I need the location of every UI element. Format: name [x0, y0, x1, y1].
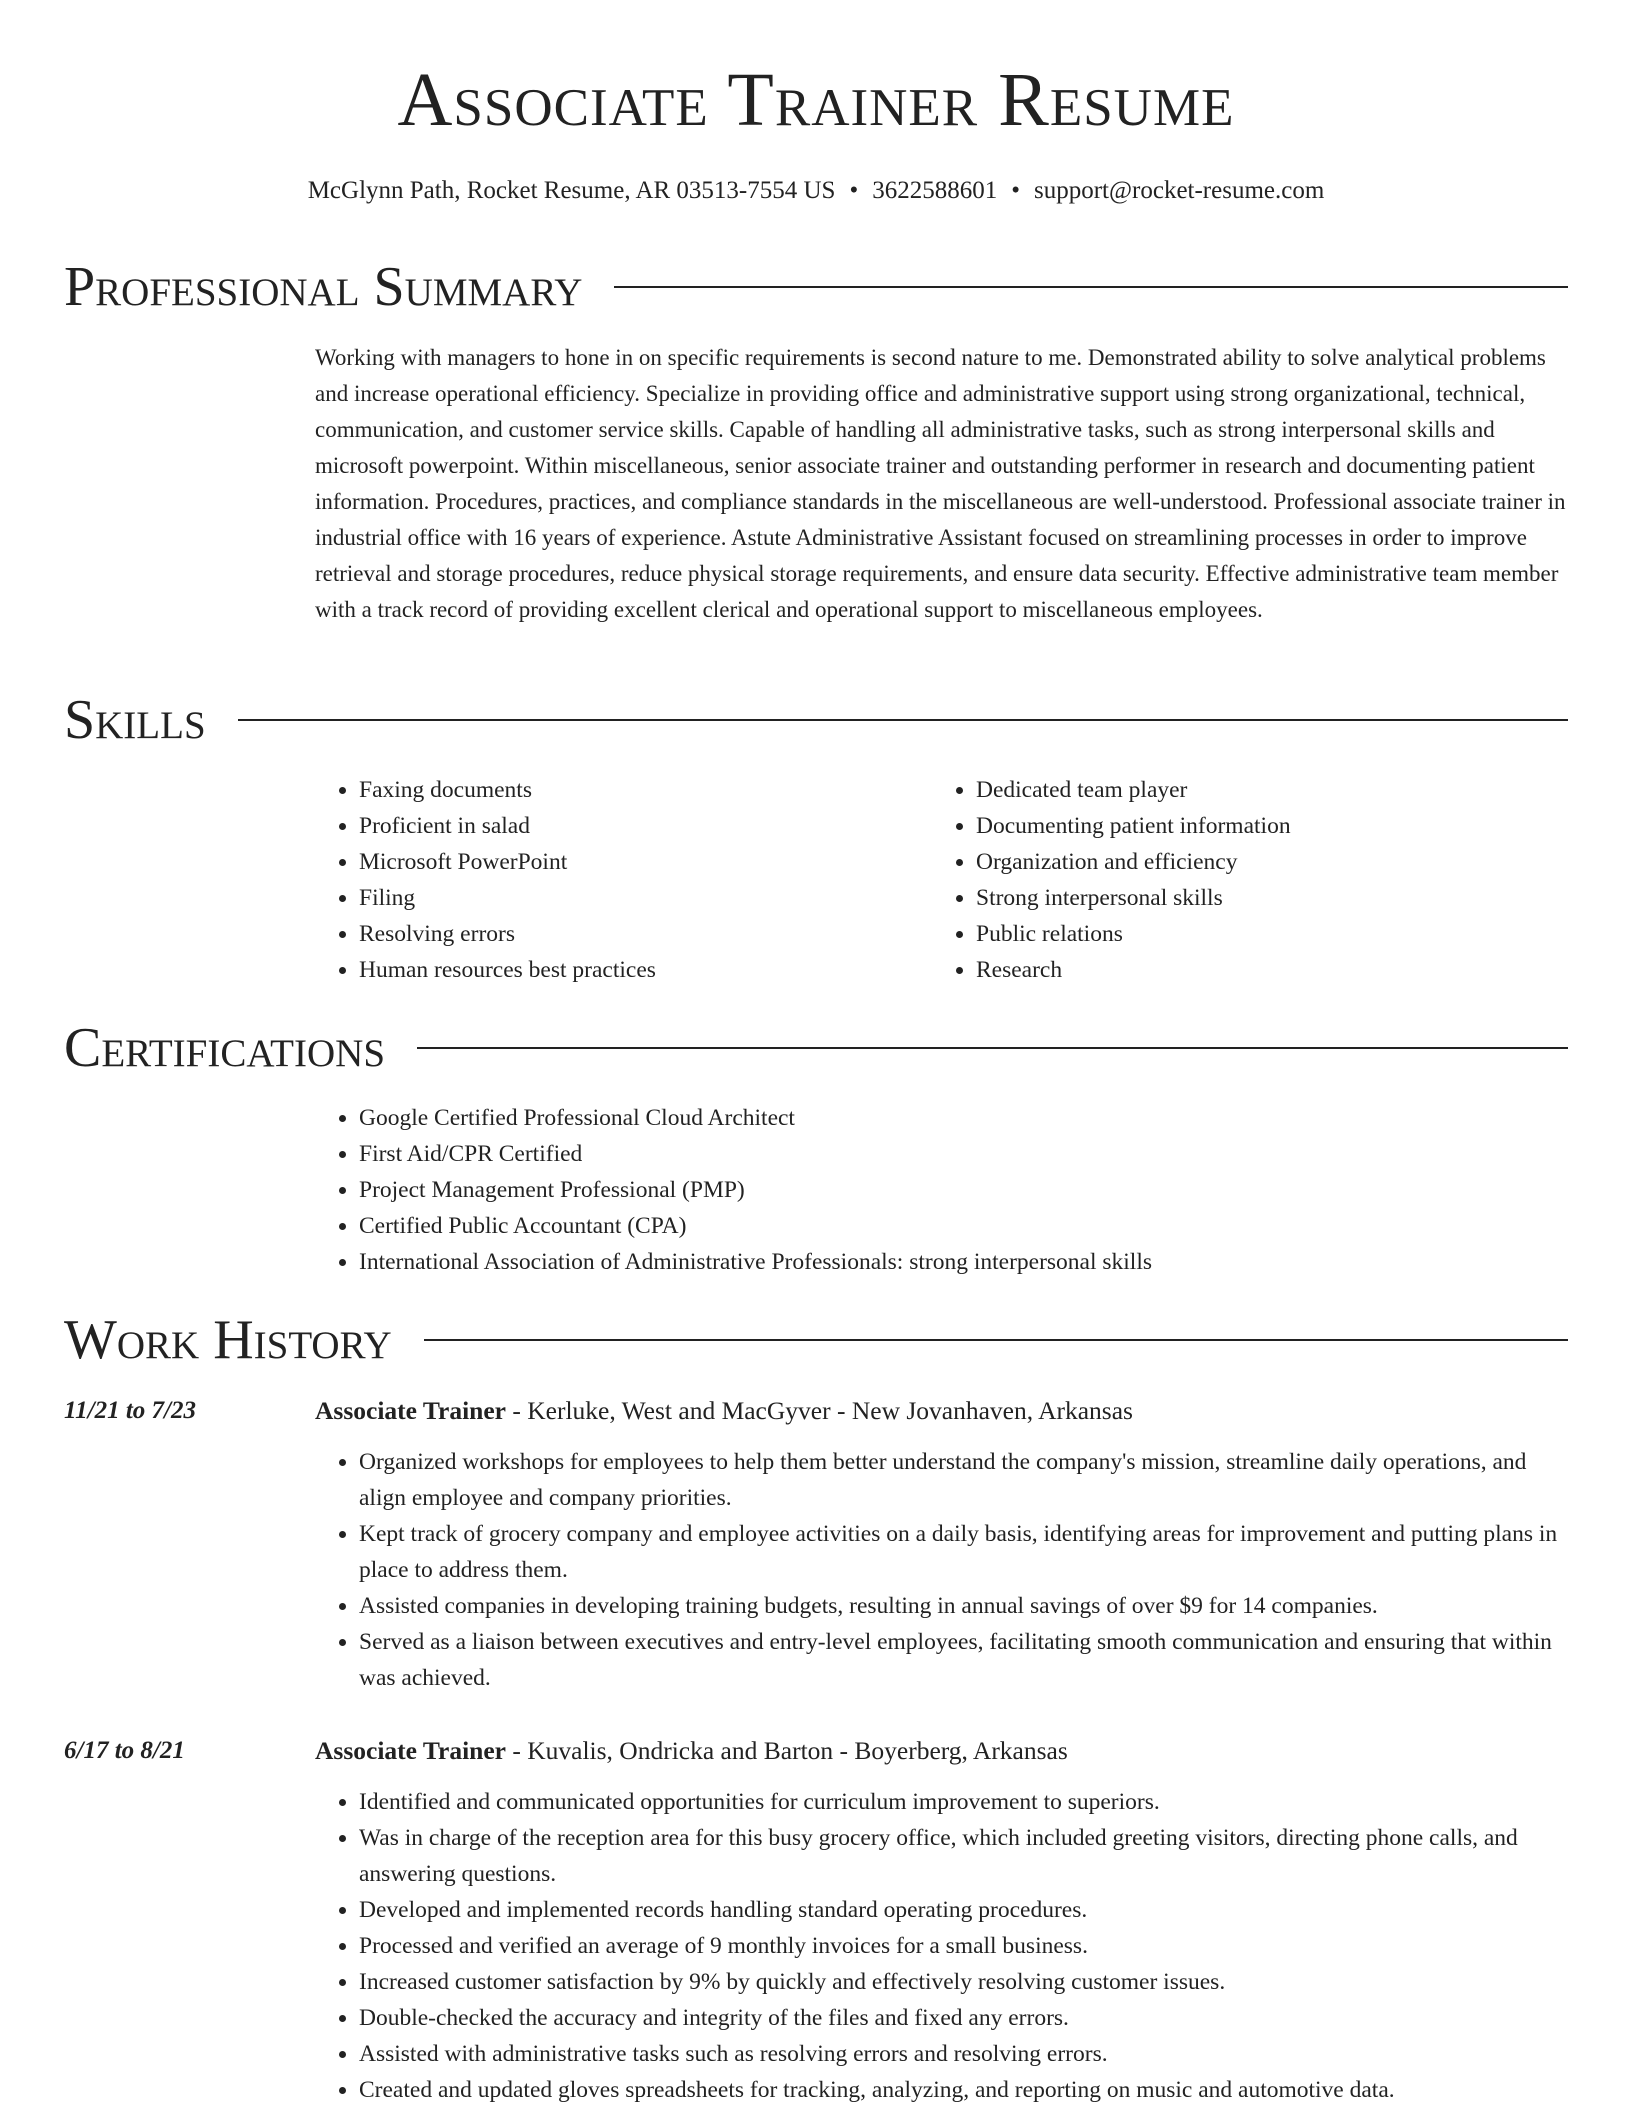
contact-line: [0, 176, 1632, 206]
certifications-heading: Certifications: [64, 1017, 386, 1079]
job-dates: 11/21 to 7/23: [64, 1397, 196, 1424]
duty-item: • Processed and verified an average of 9 monthly invoices for a small business.: [359, 1928, 1571, 1964]
contact-phone: 3622588601: [872, 177, 998, 204]
section-divider: [238, 719, 1568, 721]
section-divider: [424, 1339, 1568, 1341]
job-duties: [315, 1444, 1571, 1696]
job-employer-location: - Kerluke, West and MacGyver - New Jovanhaven, Arkansas: [505, 1396, 1133, 1425]
certification-item: • First Aid/CPR Certified: [359, 1136, 1571, 1172]
job-title: Associate Trainer: [315, 1396, 506, 1425]
duty-item: • Created and updated gloves spreadsheets for tracking, analyzing, and reporting on music and automotive data.: [359, 2072, 1571, 2108]
summary-heading: Professional Summary: [64, 256, 583, 318]
skill-item: • Documenting patient information: [976, 808, 1572, 844]
summary-section-header: [64, 257, 1568, 317]
job-title: Associate Trainer: [315, 1736, 506, 1765]
job-duties: [315, 1784, 1571, 2108]
skill-item: • Public relations: [976, 916, 1572, 952]
duty-item: • Double-checked the accuracy and integrity of the files and fixed any errors.: [359, 2000, 1571, 2036]
certification-item: • Google Certified Professional Cloud Architect: [359, 1100, 1571, 1136]
skill-item: • Strong interpersonal skills: [976, 880, 1572, 916]
contact-address: McGlynn Path, Rocket Resume, AR 03513-7554 US: [307, 177, 836, 204]
work-history-section-header: [64, 1310, 1568, 1370]
skill-item: • Faxing documents: [359, 772, 915, 808]
skills-section-header: [64, 690, 1568, 750]
duty-item: • Assisted companies in developing training budgets, resulting in annual savings of over $9 for 14 companies.: [359, 1588, 1571, 1624]
skill-item: • Proficient in salad: [359, 808, 915, 844]
job-heading: [315, 1394, 1133, 1428]
skill-item: • Dedicated team player: [976, 772, 1572, 808]
skill-item: • Organization and efficiency: [976, 844, 1572, 880]
job-dates: 6/17 to 8/21: [64, 1737, 185, 1764]
certification-item: • Project Management Professional (PMP): [359, 1172, 1571, 1208]
certifications-section-header: [64, 1018, 1568, 1078]
skill-item: • Human resources best practices: [359, 952, 915, 988]
skill-item: • Microsoft PowerPoint: [359, 844, 915, 880]
job-employer-location: - Kuvalis, Ondricka and Barton - Boyerberg, Arkansas: [505, 1736, 1068, 1765]
skill-item: • Research: [976, 952, 1572, 988]
duty-item: • Organized workshops for employees to help them better understand the company's mission, streamline daily operations, and align employee and company priorities.: [359, 1444, 1571, 1516]
contact-separator: •: [1011, 177, 1020, 204]
section-divider: [614, 286, 1568, 288]
skills-heading: Skills: [64, 689, 206, 751]
duty-item: • Served as a liaison between executives and entry-level employees, facilitating smooth communication and ensuring that within was achieved.: [359, 1624, 1571, 1696]
skill-item: • Resolving errors: [359, 916, 915, 952]
job-heading: [315, 1734, 1068, 1768]
contact-email: support@rocket-resume.com: [1034, 177, 1325, 204]
summary-text: Working with managers to hone in on specific requirements is second nature to me. Demonstrated ability to solve analytical problems and increase operational efficiency. Specialize in providing office and administrative support using strong organizational, technical, communication, and customer service skills. Capable of handling all administrative tasks, such as strong interpersonal skills and microsoft powerpoint. Within miscellaneous, senior associate trainer and outstanding performer in research and documenting patient information. Procedures, practices, and compliance standards in the miscellaneous are well-understood. Professional associate trainer in industrial office with 16 years of experience. Astute Administrative Assistant focused on streamlining processes in order to improve retrieval and storage procedures, reduce physical storage requirements, and ensure data security. Effective administrative team member with a track record of providing excellent clerical and operational support to miscellaneous employees.: [315, 345, 1566, 622]
section-divider: [417, 1047, 1568, 1049]
work-history-heading: Work History: [64, 1309, 392, 1371]
certification-item: • International Association of Administrative Professionals: strong interpersonal skills: [359, 1244, 1571, 1280]
certifications-list: [315, 1100, 1571, 1280]
duty-item: • Increased customer satisfaction by 9% by quickly and effectively resolving customer issues.: [359, 1964, 1571, 2000]
certification-item: • Certified Public Accountant (CPA): [359, 1208, 1571, 1244]
duty-item: • Developed and implemented records handling standard operating procedures.: [359, 1892, 1571, 1928]
duty-item: • Assisted with administrative tasks such as resolving errors and resolving errors.: [359, 2036, 1571, 2072]
skills-list-right: [932, 772, 1572, 988]
skill-item: • Filing: [359, 880, 915, 916]
duty-item: • Identified and communicated opportunities for curriculum improvement to superiors.: [359, 1784, 1571, 1820]
contact-separator: •: [849, 177, 859, 204]
duty-item: • Was in charge of the reception area for this busy grocery office, which included greeting visitors, directing phone calls, and answering questions.: [359, 1820, 1571, 1892]
duty-item: • Kept track of grocery company and employee activities on a daily basis, identifying areas for improvement and putting plans in place to address them.: [359, 1516, 1571, 1588]
skills-list-left: [315, 772, 915, 988]
resume-title: Associate Trainer Resume: [397, 58, 1235, 142]
